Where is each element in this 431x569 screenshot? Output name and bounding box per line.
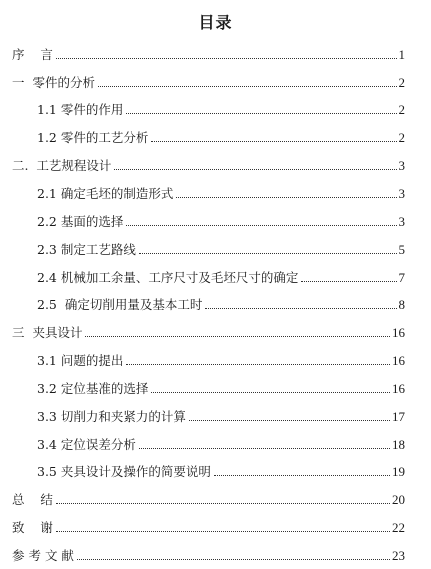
toc-entry-1-2[interactable] [37,126,405,146]
toc-entry-label: 3.2 定位基准的选择 [37,381,149,396]
toc-entry-label: 二. 工艺规程设计 [12,158,112,173]
dot-leader [139,253,397,254]
toc-entry-page: 2 [398,75,405,90]
toc-entry-label: 三 夹具设计 [12,325,83,340]
toc-entry-page: 16 [392,381,405,396]
toc-entry-page: 16 [392,353,405,368]
toc-entry-page: 5 [398,242,405,257]
toc-entry-label: 2.3 制定工艺路线 [37,242,136,257]
toc-entry-3-1[interactable] [37,349,405,369]
toc-entry-page: 3 [398,186,405,201]
toc-entry-label: 一 零件的分析 [12,75,95,90]
toc-entry-label: 1.2 零件的工艺分析 [37,130,149,145]
toc-entry-page: 17 [392,409,405,424]
toc-entry-label: 3.3 切削力和夹紧力的计算 [37,409,186,424]
dot-leader [205,308,396,309]
toc-entry-chapter-2[interactable] [12,154,405,174]
toc-entry-page: 2 [398,102,405,117]
toc-entry-label: 致 谢 [12,520,53,535]
toc-entry-2-5[interactable] [37,293,405,313]
toc-entry-acknowledgements[interactable] [12,516,405,536]
toc-entry-preface[interactable] [12,43,405,63]
toc-entry-page: 7 [398,270,405,285]
dot-leader [176,197,396,198]
dot-leader [77,559,390,560]
toc-entry-chapter-3[interactable] [12,321,405,341]
dot-leader [151,141,396,142]
dot-leader [126,225,396,226]
toc-entry-label: 参 考 文 献 [12,548,74,563]
toc-entry-label: 总 结 [12,492,53,507]
dot-leader [189,420,390,421]
dot-leader [85,336,390,337]
dot-leader [151,392,390,393]
toc-entry-page: 3 [398,158,405,173]
dot-leader [139,448,390,449]
toc-entry-label: 序 言 [12,47,53,62]
toc-entry-page: 18 [392,437,405,452]
toc-entry-2-3[interactable] [37,238,405,258]
toc-entry-page: 1 [398,47,405,62]
toc-entry-page: 22 [392,520,405,535]
toc-entry-2-4[interactable] [37,266,405,286]
toc-entry-3-4[interactable] [37,433,405,453]
toc-entry-1-1[interactable] [37,98,405,118]
dot-leader [114,169,396,170]
toc-entry-2-2[interactable] [37,210,405,230]
dot-leader [98,86,397,87]
toc-entry-label: 3.1 问题的提出 [37,353,124,368]
toc-entry-chapter-1[interactable] [12,71,405,91]
toc-entry-label: 2.1 确定毛坯的制造形式 [37,186,174,201]
toc-entry-page: 19 [392,464,405,479]
dot-leader [56,503,390,504]
dot-leader [214,475,390,476]
toc-entry-summary[interactable] [12,488,405,508]
toc-entry-3-3[interactable] [37,405,405,425]
toc-entry-page: 2 [398,130,405,145]
toc-entry-2-1[interactable] [37,182,405,202]
toc-entry-label: 2.4 机械加工余量、工序尺寸及毛坯尺寸的确定 [37,270,299,285]
dot-leader [56,58,397,59]
toc-entry-page: 8 [398,297,405,312]
toc-entry-3-2[interactable] [37,377,405,397]
toc-entry-label: 3.5 夹具设计及操作的简要说明 [37,464,211,479]
dot-leader [56,531,390,532]
dot-leader [301,281,396,282]
dot-leader [126,113,396,114]
toc-entry-page: 3 [398,214,405,229]
toc-entry-label: 1.1 零件的作用 [37,102,124,117]
toc-entry-label: 3.4 定位误差分析 [37,437,136,452]
toc-entry-references[interactable] [12,544,405,564]
toc-entry-label: 2.5 确定切削用量及基本工时 [37,297,203,312]
toc-entry-label: 2.2 基面的选择 [37,214,124,229]
dot-leader [126,364,390,365]
toc-entry-page: 23 [392,548,405,563]
toc-title: 目录 [198,13,233,32]
toc-entry-3-5[interactable] [37,460,405,480]
toc-entry-page: 20 [392,492,405,507]
toc-entry-page: 16 [392,325,405,340]
